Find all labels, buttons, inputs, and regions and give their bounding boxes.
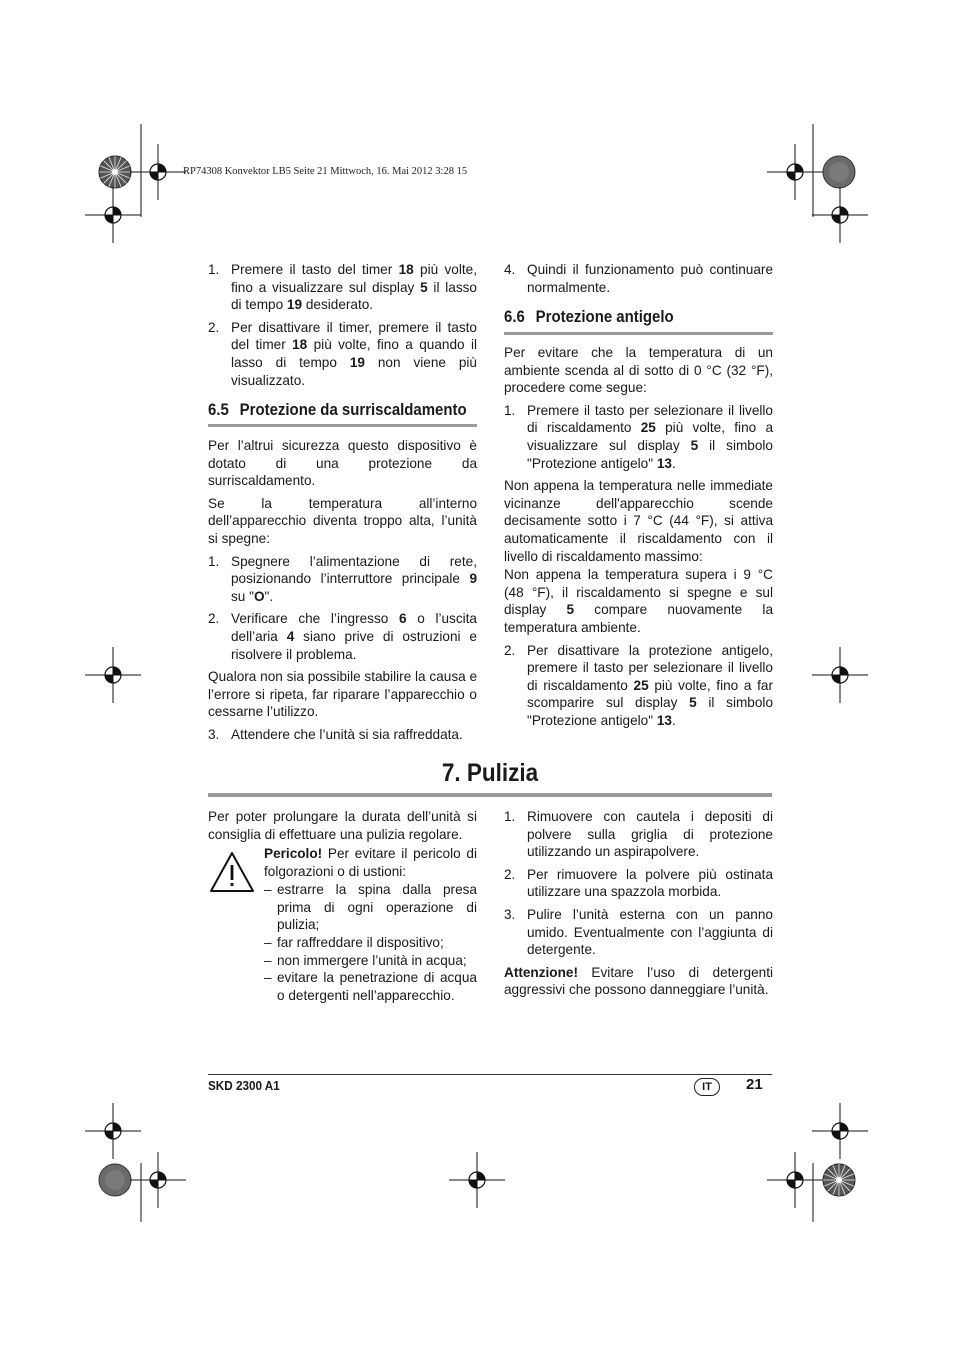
list-item: – non immergere l’unità in acqua; (264, 952, 467, 968)
right-column-6-6: Per evitare che la temperatura di un ambiente scenda al di sotto di 0 °C (32 °F), procedere come segue: 1. Premere il tasto per selezionare il livello di riscaldamento 25 più volte, fino a visualizzare sul display 5 il simbolo "Protezione antigelo" 13. Non appena la temperatura nelle immediate vicinanze dell'apparecchio scende decisamente sotto i 7 °C (44 °F), si attiva automaticamente il riscaldamento con il livello di riscaldamento massimo: Non appena la temperatura supera i 9 °C (48 °F), il riscaldamento si spegne e sul display 5 compare nuovamente la temperatura ambiente. 2. Per disattivare la protezione antigelo, premere il tasto per selezionare il livello di riscaldamento 25 più volte, fino a far scomparire sul display 5 il simbolo "Protezione antigelo" 13. (504, 345, 774, 728)
left-column-6-5: Per l’altrui sicurezza questo dispositivo è dotato di una protezione da surriscaldamento. Se la temperatura all’interno dell’apparecchio diventa troppo alta, l’unità si spegne: 1. Spegnere l’alimentazione di rete, posizionando l’interruttore principale 9 su "O". 2. Verificare che l’ingresso 6 o l’uscita dell’aria 4 siano prive di ostruzioni e risolvere il problema. Qualora non sia possibile stabilire la causa e l’errore si ripeta, far riparare l’apparecchio o cessarne l’utilizzo. 3. Attendere che l’unità si sia raffreddata. (208, 438, 478, 742)
section-rule (504, 332, 773, 335)
pulizia-left: Per poter prolungare la durata dell’unità si consiglia di effettuare una pulizia regolare. (208, 809, 477, 842)
footer-rule (208, 1074, 772, 1075)
model-number: SKD 2300 A1 (208, 1078, 280, 1093)
list-item: 2. Verificare che l’ingresso 6 o l’uscita dell’aria 4 siano prive di ostruzioni e risolvere il problema. (208, 611, 477, 662)
color-wheel-icon (99, 1164, 131, 1196)
list-item: 2. Per rimuovere la polvere più ostinata utilizzare una spazzola morbida. (504, 866, 773, 900)
left-column (208, 261, 477, 394)
print-slug: RP74308 Konvektor LB5 Seite 21 Mittwoch, 16. Mai 2012 3:28 15 (183, 166, 468, 177)
list-item: 1. Premere il tasto del timer 18 più volte, fino a visualizzare sul display 5 il lasso di tempo 19 desiderato. (208, 262, 477, 313)
language-badge: IT (694, 1078, 720, 1096)
page-number: 21 (746, 1076, 763, 1093)
attention-label: Attenzione! (504, 964, 579, 980)
color-wheel-icon (99, 156, 131, 188)
list-item: – estrarre la spina dalla presa prima di ogni operazione di pulizia; (264, 882, 477, 933)
list-item: 3. Pulire l’unità esterna con un panno umido. Eventualmente con l’aggiunta di detergente. (504, 906, 773, 958)
warning-triangle-icon (209, 851, 255, 893)
list-item: 1. Spegnere l’alimentazione di rete, posizionando l’interruttore principale 9 su "O". (208, 553, 477, 604)
section-heading-6-6: 6.6 Protezione antigelo (504, 307, 674, 326)
section-heading-6-5: 6.5 Protezione da surriscaldamento (208, 400, 467, 419)
list-item: 1. Premere il tasto per selezionare il livello di riscaldamento 25 più volte, fino a visualizzare sul display 5 il simbolo "Protezione antigelo" 13. (504, 402, 774, 471)
chapter-rule (208, 793, 772, 797)
danger-block: Pericolo! Per evitare il pericolo di folgorazioni o di ustioni: – estrarre la spina dalla presa prima di ogni operazione di pulizia; – far raffreddare il dispositivo; – non immergere l’unità in acqua; – evitare la penetrazione di acqua o detergenti nell’apparecchio. (264, 846, 477, 1003)
color-wheel-icon (823, 1164, 855, 1196)
color-wheel-icon (823, 156, 855, 188)
pulizia-right: 1. Rimuovere con cautela i depositi di polvere sulla griglia di protezione utilizzando un aspirapolvere. 2. Per rimuovere la polvere più ostinata utilizzare una spazzola morbida. 3. Pulire l’unità esterna con un panno umido. Eventualmente con l’aggiunta di detergente. Attenzione! Evitare l’uso di detergenti aggressivi che possono danneggiare l’unità. (504, 809, 773, 998)
list-item: 2. Per disattivare la protezione antigelo, premere il tasto per selezionare il livello di riscaldamento 25 più volte, fino a far scomparire sul display 5 il simbolo "Protezione antigelo" 13. (504, 642, 774, 728)
list-item: – far raffreddare il dispositivo; (264, 934, 444, 950)
list-item: 1. Rimuovere con cautela i depositi di polvere sulla griglia di protezione utilizzando un aspirapolvere. (504, 809, 773, 860)
danger-label: Pericolo! (264, 846, 323, 861)
chapter-title: 7. Pulizia (441, 759, 539, 787)
list-item: 4. Quindi il funzionamento può continuare normalmente. (504, 262, 773, 295)
list-item: – evitare la penetrazione di acqua o detergenti nell’apparecchio. (264, 970, 477, 1003)
list-item: 3. Attendere che l’unità si sia raffreddata. (208, 726, 463, 742)
section-rule (208, 424, 477, 427)
right-column (504, 261, 773, 301)
list-item: 2. Per disattivare il timer, premere il tasto del timer 18 più volte, fino a quando il lasso di tempo 19 non viene più visualizzato. (208, 319, 478, 388)
